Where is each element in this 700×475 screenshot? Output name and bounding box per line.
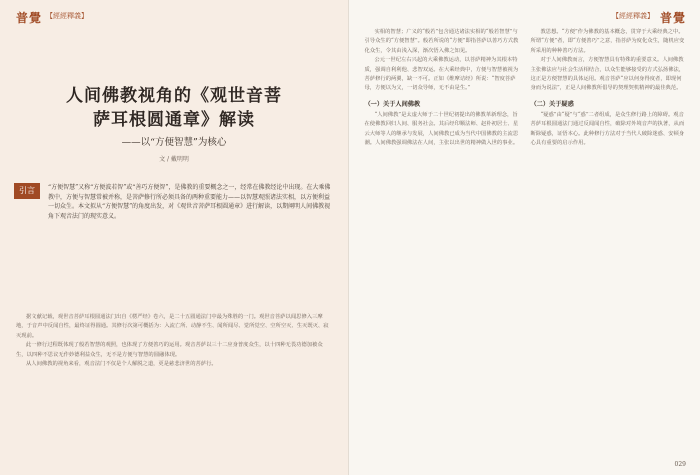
article-subtitle: ——以“方便智慧”为核心 [121, 137, 227, 148]
section-heading: （二）关于疑惑 [530, 100, 574, 108]
article-title-block [0, 84, 348, 163]
body-paragraph: 教思想。“方便”作为佛教的基本概念，贯穿于大乘经典之中。所谓“方便”者，即“方便善巧”之意，指菩萨为度化众生，随机应变所采用的种种善巧方法。 [530, 29, 685, 54]
right-column-1 [365, 28, 521, 148]
body-paragraph: 据文献记载，观世音菩萨耳根圆通法门出自《楞严经》卷六，是二十五圆通法门中最为殊胜的一门。观世音菩萨以闻思修入三摩地，于音声中反闻自性，最终证得圆通。其修行次第可概括为：入流亡所、动静不生、闻所闻尽、觉所觉空、空所空灭、生灭既灭、寂灭现前。 [16, 314, 329, 339]
body-paragraph: 从人间佛教的视角来看，观音法门不仅是个人解脱之道，更是慈悲济世的菩萨行。 [26, 361, 217, 368]
article-author: 文 / 戴明明 [159, 156, 189, 163]
intro-text: “方便智慧”又称“方便波若智”或“善巧方便智”，是佛教的重要概念之一，经常在佛教经论中出现。在大乘佛教中，方便与智慧常被并称，是菩萨修行所必须具备的两种重要能力——以智慧观照诸法实相，以方便利益一切众生。本文拟从“方便智慧”的角度出发，对《观世音菩萨耳根圆通章》进行解读，以期阐明人间佛教视角下观音法门的现实意义。 [48, 184, 331, 220]
article-title-line-1: 人间佛教视角的《观世音菩 [66, 86, 282, 106]
body-paragraph: “疑惑”由“疑”与“惑”二者组成，是众生修行路上的障碍。观音菩萨耳根圆通法门通过反闻闻自性，破除对外境音声的执著，从而断除疑惑，证悟本心。此种修行方法对于当代人破除迷惑、安顿身心具有重要的启示作用。 [530, 111, 685, 147]
brand-logo: 普覺 [659, 11, 686, 25]
brand-logo: 普覺 [16, 11, 43, 25]
section-heading: （一）关于人间佛教 [364, 100, 421, 108]
right-page [348, 0, 700, 475]
article-title-line-2: 萨耳根圆通章》解读 [93, 110, 255, 130]
right-column-2 [531, 28, 687, 148]
intro-label: 引言 [14, 183, 40, 199]
body-paragraph: 此一修行过程既体现了般若智慧的观照，也体现了方便善巧的运用。观音菩萨以三十二应身普度众生，以十四种无畏功德加被众生，以四种不思议无作妙德利益众生，无不是方便与智慧的圆融体现。 [16, 342, 323, 358]
body-paragraph: “人间佛教”是太虚大师于二十世纪初提出的佛教革新理念，旨在使佛教回归人间、服务社会。其后经印顺法师、赵朴初居士、星云大师等人的继承与发展，人间佛教已成为当代中国佛教的主流思潮。人间佛教强调佛法在人间，主张以出世的精神做入世的事业。 [364, 111, 519, 147]
left-page [0, 0, 348, 475]
section-tag: 【經經釋義】 [46, 12, 88, 20]
section-tag: 【經經釋義】 [612, 12, 654, 20]
body-paragraph: 公元一世纪左右兴起的大乘佛教运动，以菩萨精神为其根本特质，强调自利利他、悲智双运。在大乘经典中，方便与智慧被视为菩萨修行的两翼，缺一不可。正如《维摩诘经》所说：“智度菩萨母，方便以为父，一切众导师，无不由是生。” [364, 57, 519, 92]
intro-section [14, 183, 334, 221]
body-paragraph: 实相的智慧；广义的“般若”包含通达诸法实相的“般若智慧”与引导众生的“方便智慧”。般若所说的“方便”即指菩萨以善巧方式教化众生，令其由浅入深，渐次悟入佛之知见。 [364, 29, 519, 54]
body-paragraph: 对于人间佛教而言，方便智慧具有特殊的重要意义。人间佛教主张佛法应与社会生活相结合，以众生能够接受的方式弘扬佛法，这正是方便智慧的具体运用。观音菩萨“应以何身得度者，即现何身而为说法”，正是人间佛教所倡导的契理契机精神的最佳典范。 [530, 57, 685, 92]
left-body-text [16, 313, 332, 369]
page-number: 029 [674, 461, 686, 468]
